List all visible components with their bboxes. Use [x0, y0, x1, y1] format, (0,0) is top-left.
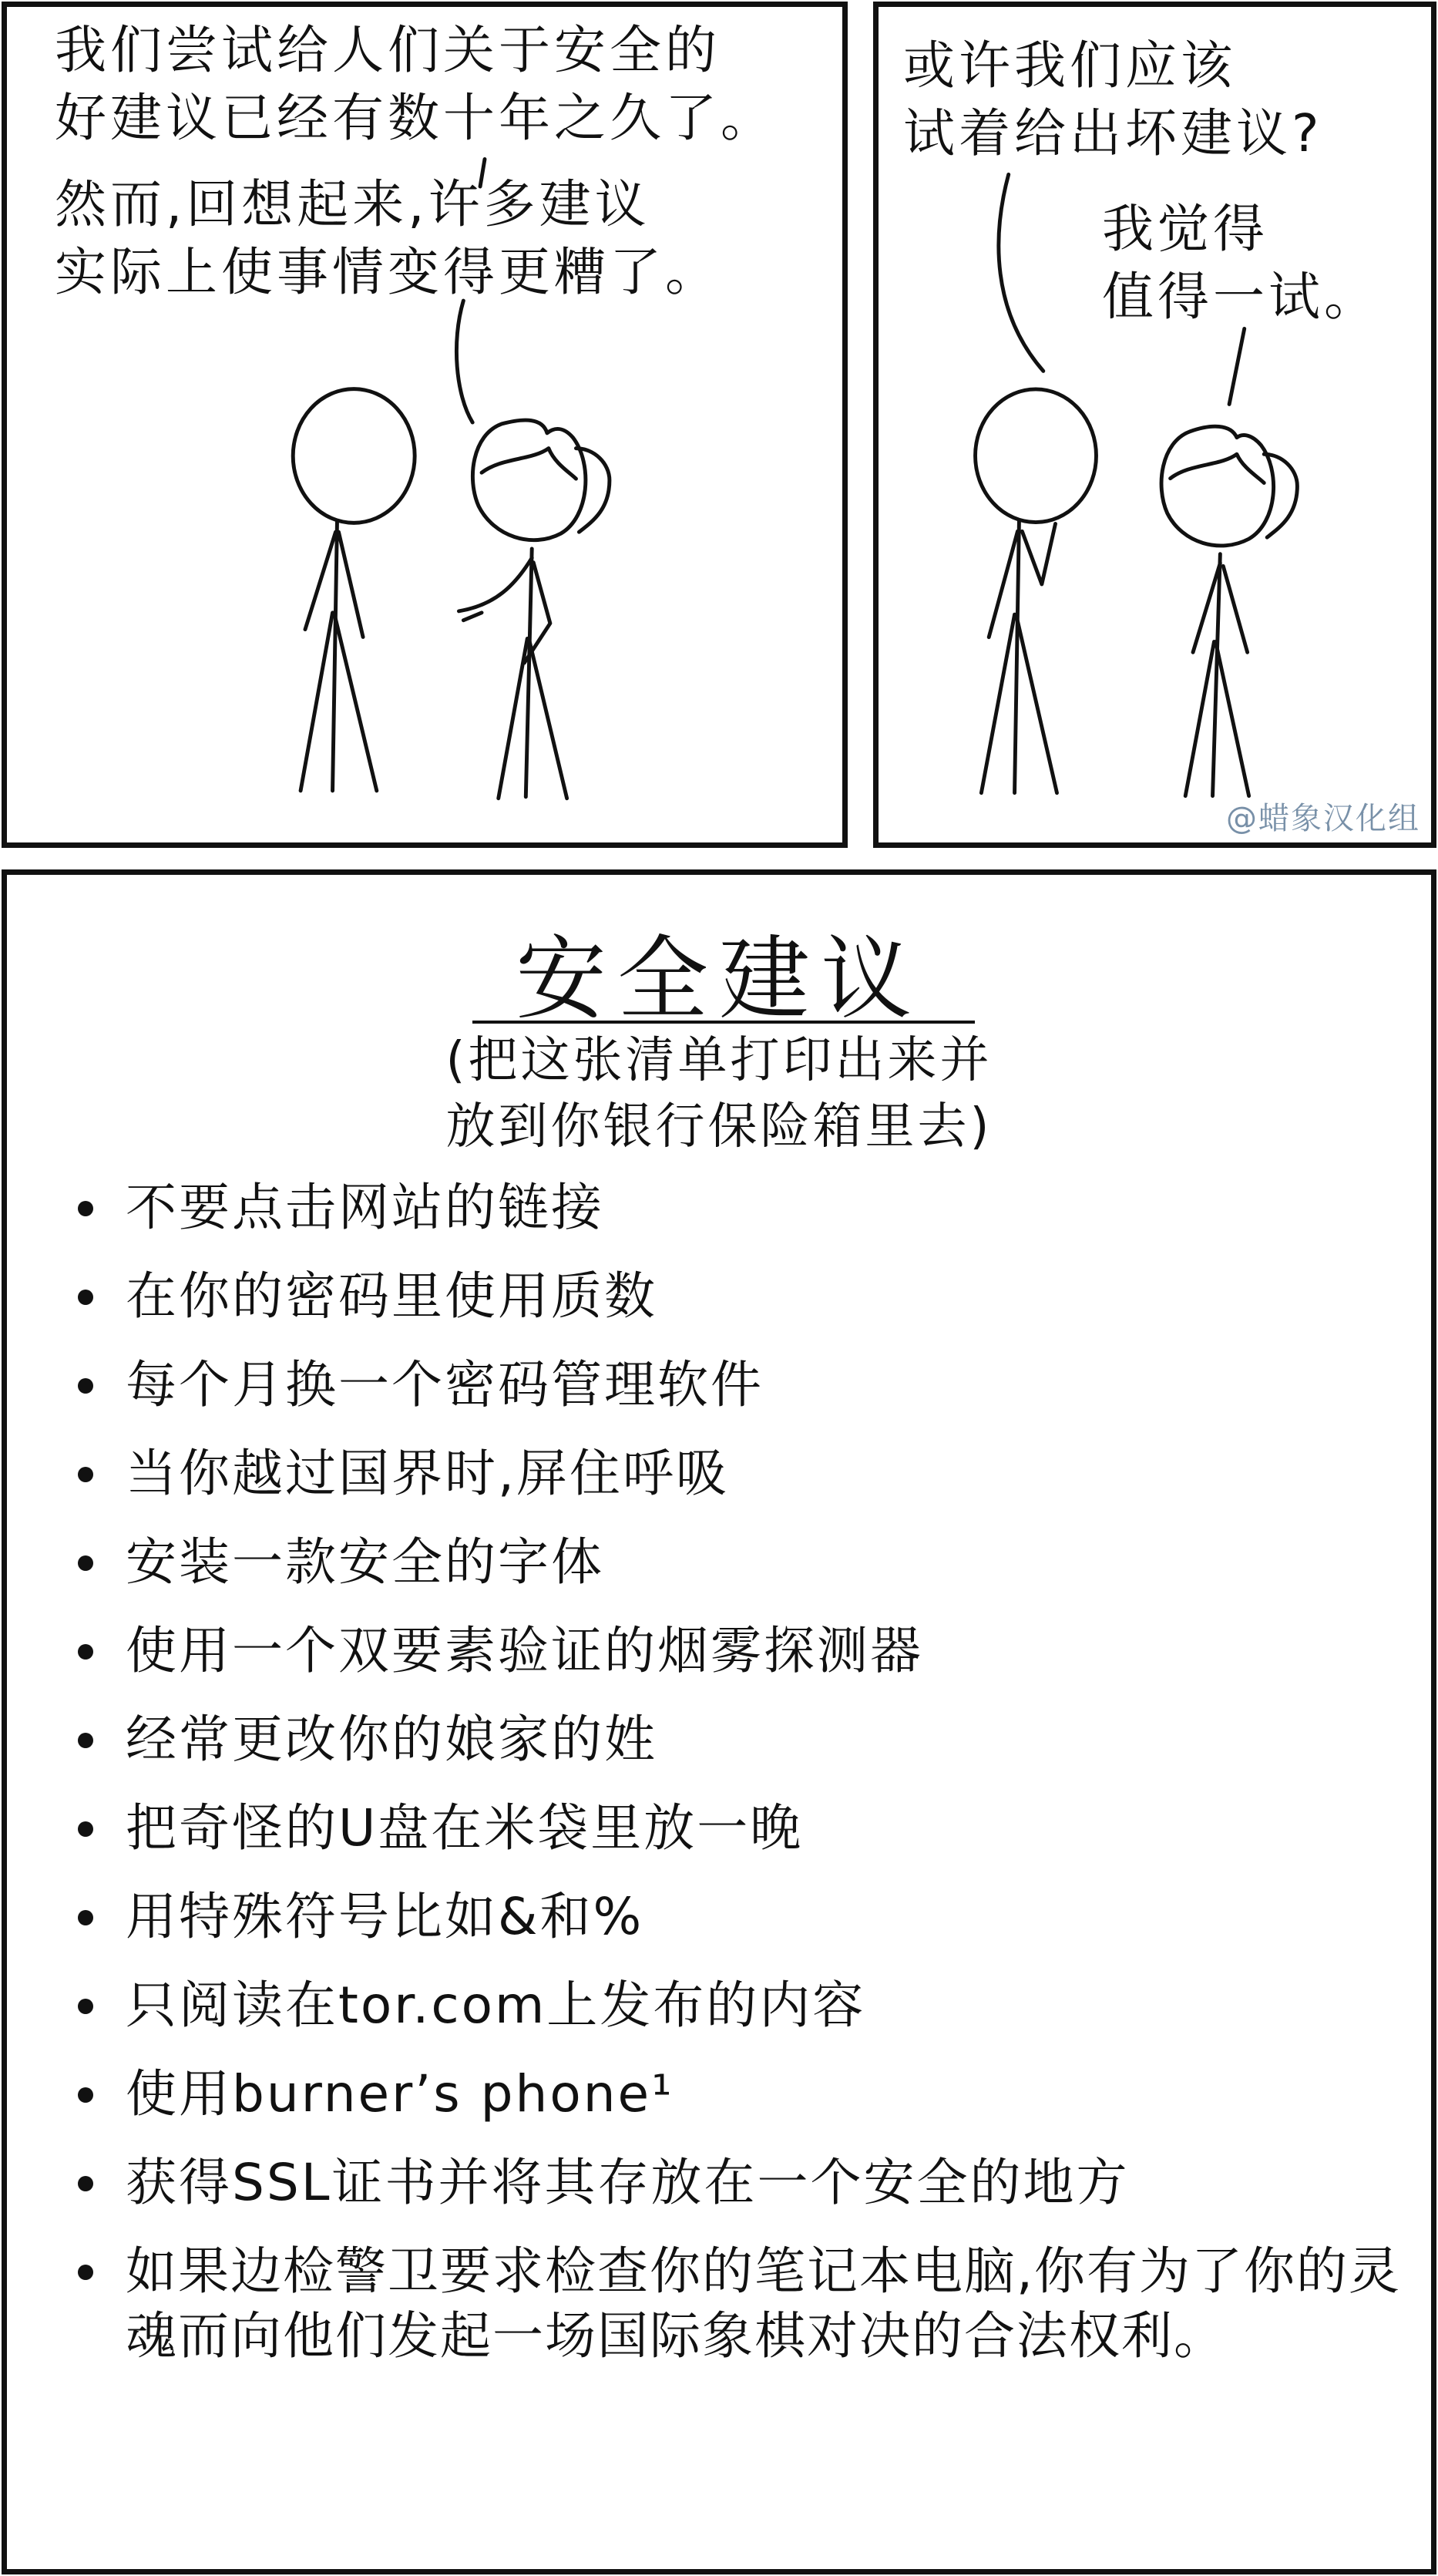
bullet-icon [78, 1910, 93, 1925]
speech-line: 我觉得 [1102, 199, 1268, 259]
title-underline [472, 1021, 975, 1024]
list-item: 当你越过国界时,屏住呼吸 [78, 1441, 1419, 1506]
man-head [293, 389, 415, 523]
bullet-icon [78, 1290, 93, 1305]
stick-figures-illustration [7, 7, 842, 842]
list-title: 安全建议 [515, 926, 922, 1032]
speech-line: 试着给出坏建议? [903, 103, 1323, 163]
list-item: 如果边检警卫要求检查你的笔记本电脑,你有为了你的灵魂而向他们发起一场国际象棋对决的合法权利。 [78, 2239, 1419, 2369]
list-item: 在你的密码里使用质数 [78, 1264, 1419, 1329]
speech-tail [456, 301, 472, 422]
speech-line: 我们尝试给人们关于安全的 [55, 20, 721, 80]
bullet-icon [78, 1555, 93, 1571]
subtitle-line: (把这张清单打印出来并 [445, 1032, 993, 1089]
list-item: 只阅读在tor.com上发布的内容 [78, 1973, 1419, 2038]
list-item: 安装一款安全的字体 [78, 1530, 1419, 1595]
list-item: 把奇怪的U盘在米袋里放一晚 [78, 1796, 1419, 1861]
list-subtitle [7, 1027, 1431, 1160]
subtitle-line: 放到你银行保险箱里去) [445, 1098, 993, 1155]
speech-line: 然而,回想起来,许多建议 [55, 174, 650, 234]
list-item: 获得SSL证书并将其存放在一个安全的地方 [78, 2151, 1419, 2215]
speech-line: 好建议已经有数十年之久了。 [55, 88, 776, 148]
list-item: 使用burner’s phone¹ [78, 2062, 1419, 2127]
stick-figures-illustration [879, 7, 1431, 842]
woman-head [1161, 426, 1274, 546]
list-item: 使用一个双要素验证的烟雾探测器 [78, 1619, 1419, 1683]
comic-panel-2 [873, 2, 1436, 848]
man-body [333, 521, 338, 790]
speech-tail [1229, 328, 1245, 404]
bullet-icon [78, 1821, 93, 1837]
bullet-icon [78, 2265, 93, 2280]
speech-line: 或许我们应该 [903, 35, 1236, 96]
speech-line: 值得一试。 [1102, 267, 1379, 327]
bullet-icon [78, 1378, 93, 1394]
list-item: 经常更改你的娘家的姓 [78, 1707, 1419, 1772]
bullet-icon [78, 1733, 93, 1748]
comic-panel-security-list [2, 869, 1436, 2574]
bullet-icon [78, 1999, 93, 2014]
translator-credit: @蜡象汉化组 [1226, 801, 1420, 836]
list-item: 不要点击网站的链接 [78, 1175, 1419, 1240]
bullet-icon [78, 1467, 93, 1482]
bullet-icon [78, 1201, 93, 1216]
speech-tail [480, 159, 485, 187]
speech-tail [999, 174, 1043, 371]
man-arm-chin [1022, 523, 1055, 583]
bullet-icon [78, 1644, 93, 1660]
bullet-icon [78, 2087, 93, 2103]
man-body [1015, 521, 1020, 793]
man-head [976, 389, 1097, 523]
list-item: 用特殊符号比如&和% [78, 1885, 1419, 1949]
speech-line: 实际上使事情变得更糟了。 [55, 242, 721, 302]
list-item: 每个月换一个密码管理软件 [78, 1353, 1419, 1417]
advice-list [78, 1175, 1419, 2393]
bullet-icon [78, 2176, 93, 2191]
woman-head [472, 420, 585, 540]
woman-ponytail [576, 449, 609, 533]
woman-body [526, 549, 532, 797]
comic-panel-1 [2, 2, 848, 848]
woman-ponytail [1264, 454, 1297, 537]
